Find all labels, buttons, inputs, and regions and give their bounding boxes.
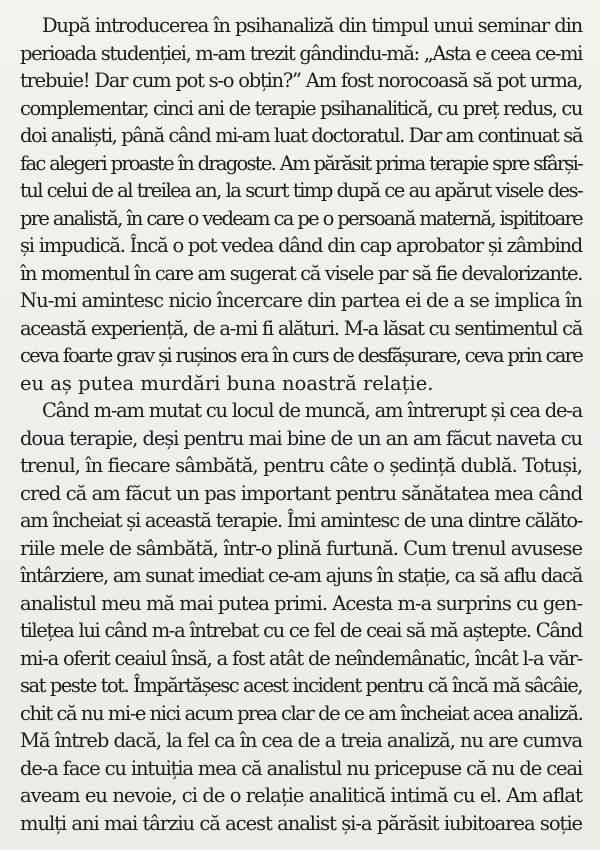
text-line: doi analiști, până când mi-am luat doctoratul. Dar am continuat să <box>20 124 582 147</box>
text-line: eu aș putea murdări buna noastră relație. <box>20 371 434 395</box>
text-line: aveam eu nevoie, ci de o relație analitică intimă cu el. Am aflat <box>20 784 582 807</box>
text-line: sat peste tot. Împărtășesc acest incident pentru că încă mă sâcâie, <box>20 674 582 697</box>
text-line: Nu-mi amintesc nicio încercare din partea ei de a se implica în <box>20 289 582 312</box>
text-line: trebuie! Dar cum pot s-o obțin?” Am fost norocoasă să pot urma, <box>20 69 582 92</box>
body-text <box>20 12 582 837</box>
text-line: Când m-am mutat cu locul de muncă, am întrerupt și cea de-a <box>42 399 582 422</box>
text-line: pre analistă, în care o vedeam ca pe o persoană maternă, ispititoare <box>20 206 582 230</box>
text-line: am încheiat și această terapie. Îmi amintesc de una dintre călăto- <box>20 509 582 532</box>
text-line: Mă întreb dacă, la fel ca în cea de a treia analiză, nu are cumva <box>20 729 583 752</box>
text-line: de-a face cu intuiția mea că analistul nu pricepuse că nu de ceai <box>20 756 582 780</box>
text-line: această experiență, de a-mi fi alături. M-a lăsat cu sentimentul că <box>20 316 582 340</box>
text-line: perioada studenției, m-am trezit gândindu-mă: „Asta e ceea ce-mi <box>20 41 582 65</box>
text-line: doua terapie, deși pentru mai bine de un an am făcut naveta cu <box>20 426 582 450</box>
text-line: și impudică. Încă o pot vedea dând din cap aprobator și zâmbind <box>20 234 582 257</box>
text-line: riile mele de sâmbătă, într-o plină furtună. Cum trenul avusese <box>20 536 582 560</box>
text-line: mulți ani mai târziu că acest analist și-a părăsit iubitoarea soție <box>20 811 582 835</box>
text-line: analistul meu mă mai putea primi. Acesta m-a surprins cu gen- <box>20 591 582 615</box>
text-line: chit că nu mi-e nici acum prea clar de ce am încheiat acea analiză. <box>20 701 583 725</box>
text-line: mi-a oferit ceaiul însă, a fost atât de neîndemânatic, încât l-a văr- <box>20 646 582 670</box>
text-line: ceva foarte grav și rușinos era în curs de desfășurare, ceva prin care <box>20 344 582 367</box>
text-line: tilețea lui când m-a întrebat cu ce fel de ceai să mă aștepte. Când <box>20 619 582 642</box>
text-line: cred că am făcut un pas important pentru sănătatea mea când <box>20 481 583 505</box>
text-line: După introducerea în psihanaliză din timpul unui seminar din <box>42 14 582 37</box>
text-line: complementar, cinci ani de terapie psihanalitică, cu preț redus, cu <box>20 96 582 120</box>
text-line: fac alegeri proaste în dragoste. Am părăsit prima terapie spre sfârși- <box>20 151 582 175</box>
text-line: în momentul în care am sugerat că visele par să fie devalorizante. <box>20 261 582 285</box>
text-line: tul celui de al treilea an, la scurt timp după ce au apărut visele des- <box>20 179 582 202</box>
text-line: trenul, în fiecare sâmbătă, pentru câte o ședință dublă. Totuși, <box>20 454 582 477</box>
text-line: întârziere, am sunat imediat ce-am ajuns în stație, ca să aflu dacă <box>20 564 582 587</box>
